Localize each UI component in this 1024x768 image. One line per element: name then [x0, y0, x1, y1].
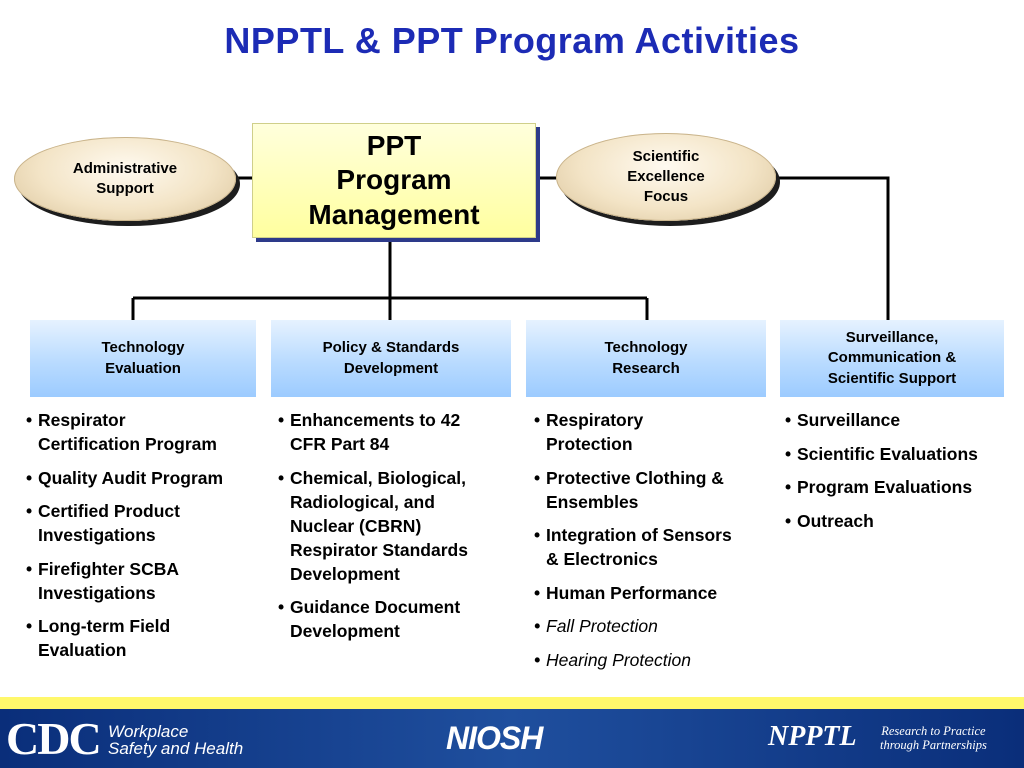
technology-evaluation-list — [26, 408, 260, 672]
category-technology-research — [526, 320, 766, 397]
category-label: Policy & Standards Development — [322, 339, 460, 377]
scientific-focus-label: Scientific Excellence Focus — [627, 147, 705, 206]
admin-support-node — [14, 137, 236, 221]
footer-stripe — [0, 697, 1024, 709]
cdc-logo: CDC — [6, 713, 100, 764]
category-surveillance-communication — [780, 320, 1004, 397]
niosh-logo: NIOSH — [446, 720, 543, 756]
policy-standards-list — [278, 408, 516, 653]
list-item: • Certified Product Investigations — [26, 499, 260, 547]
page-title: NPPTL & PPT Program Activities — [224, 20, 800, 61]
category-label: Technology Evaluation — [101, 339, 185, 377]
surveillance-list — [785, 408, 1017, 542]
list-item: • Guidance Document Development — [278, 595, 516, 643]
category-policy-standards — [271, 320, 511, 397]
list-item: • Surveillance — [785, 408, 1017, 432]
list-item: • Protective Clothing & Ensembles — [534, 466, 770, 514]
list-item: • Long-term Field Evaluation — [26, 614, 260, 662]
category-technology-evaluation — [30, 320, 256, 397]
npptl-tagline: Research to Practice through Partnerships — [880, 724, 987, 752]
list-item: • Outreach — [785, 509, 1017, 533]
list-item: • Respirator Certification Program — [26, 408, 260, 456]
list-item: • Hearing Protection — [534, 648, 770, 672]
list-item: • Enhancements to 42 CFR Part 84 — [278, 408, 516, 456]
category-label: Technology Research — [604, 339, 688, 377]
technology-research-list — [534, 408, 770, 681]
admin-support-label: Administrative Support — [72, 159, 178, 197]
list-item: • Integration of Sensors & Electronics — [534, 523, 770, 571]
category-label: Surveillance, Communication & Scientific Support — [827, 329, 957, 387]
list-item: • Chemical, Biological, Radiological, and Nuclear (CBRN) Respirator Standards Development — [278, 466, 516, 586]
list-item: • Respiratory Protection — [534, 408, 770, 456]
list-item: • Quality Audit Program — [26, 466, 260, 490]
list-item: • Human Performance — [534, 581, 770, 605]
program-management-label: PPT Program Management — [308, 130, 480, 230]
list-item: • Fall Protection — [534, 614, 770, 638]
scientific-focus-node — [556, 133, 776, 221]
list-item: • Program Evaluations — [785, 475, 1017, 499]
connector-scientific-to-surveillance — [776, 178, 888, 320]
footer-band — [0, 709, 1024, 768]
program-management-node — [252, 123, 536, 238]
cdc-tagline: Workplace Safety and Health — [108, 722, 244, 758]
list-item: • Scientific Evaluations — [785, 442, 1017, 466]
list-item: • Firefighter SCBA Investigations — [26, 557, 260, 605]
npptl-logo: NPPTL — [768, 721, 857, 752]
